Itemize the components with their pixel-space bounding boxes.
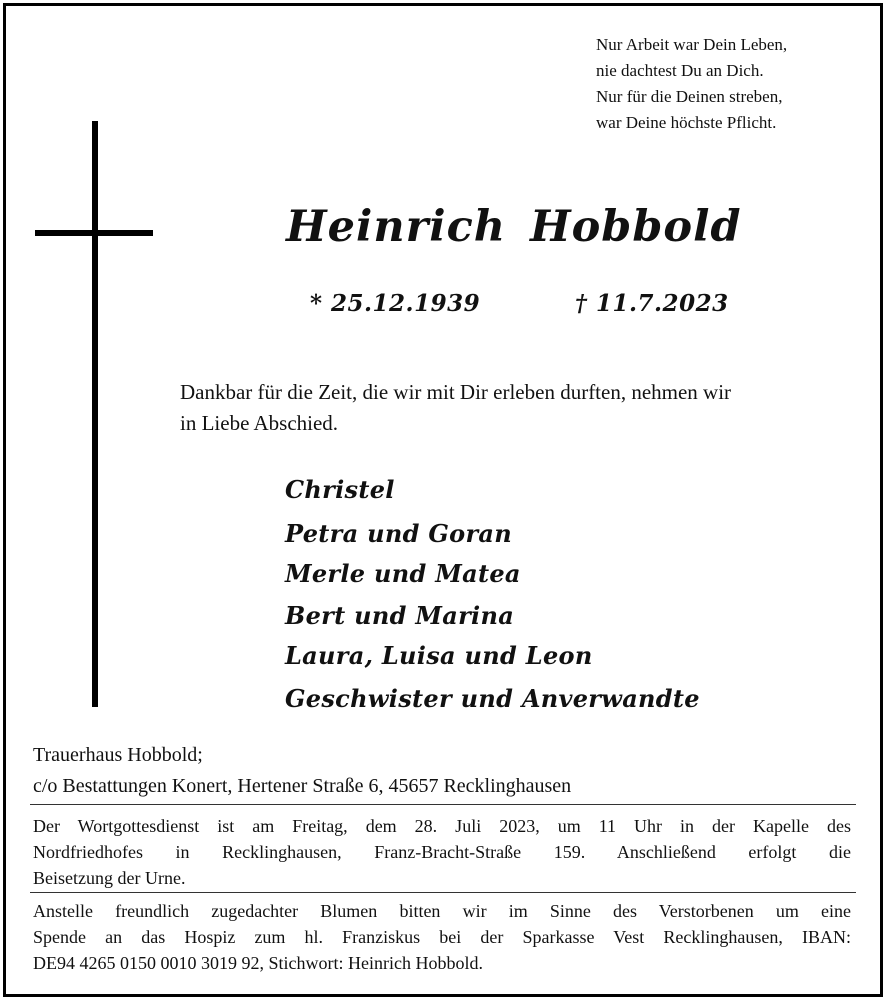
thanks-text [180, 377, 860, 439]
donation-line: Anstelle freundlich zugedachter Blumen bitten wir im Sinne des Verstorbenen um eine [33, 901, 851, 921]
thanks-line: in Liebe Abschied. [180, 411, 339, 435]
birth-date: * 25.12.1939 [310, 290, 481, 317]
service-info [33, 813, 851, 891]
deceased-name: Heinrich Hobbold [286, 202, 742, 252]
service-line: Der Wortgottesdienst ist am Freitag, dem 28. Juli 2023, um 11 Uhr in der Kapelle des [33, 816, 851, 836]
service-line: Beisetzung der Urne. [33, 868, 186, 888]
death-date: † 11.7.2023 [575, 290, 729, 317]
mourning-house-address [33, 740, 571, 802]
mourner-name: Laura, Luisa und Leon [285, 641, 593, 670]
divider [30, 892, 856, 893]
poem-line: nie dachtest Du an Dich. [596, 61, 764, 80]
mourner-name: Petra und Goran [285, 519, 512, 548]
service-line: Nordfriedhofes in Recklinghausen, Franz-Bracht-Straße 159. Anschließend erfolgt die [33, 842, 851, 862]
poem-line: Nur für die Deinen streben, [596, 87, 783, 106]
cross-icon-bar [35, 230, 153, 236]
thanks-line: Dankbar für die Zeit, die wir mit Dir erleben durften, nehmen wir [180, 380, 732, 404]
donation-info [33, 898, 851, 976]
poem-line: Nur Arbeit war Dein Leben, [596, 35, 788, 54]
cross-icon [92, 121, 98, 707]
donation-line: DE94 4265 0150 0010 3019 92, Stichwort: Heinrich Hobbold. [33, 953, 483, 973]
address-line: Trauerhaus Hobbold; [33, 744, 203, 766]
mourner-name: Geschwister und Anverwandte [285, 684, 700, 713]
memorial-poem [596, 32, 876, 136]
mourner-name: Merle und Matea [285, 559, 521, 588]
mourner-name: Christel [285, 475, 395, 504]
address-line: c/o Bestattungen Konert, Hertener Straße 6, 45657 Recklinghausen [33, 775, 572, 797]
divider [30, 804, 856, 805]
donation-line: Spende an das Hospiz zum hl. Franziskus bei der Sparkasse Vest Recklinghausen, IBAN: [33, 927, 851, 947]
mourner-name: Bert und Marina [285, 601, 515, 630]
poem-line: war Deine höchste Pflicht. [596, 113, 777, 132]
